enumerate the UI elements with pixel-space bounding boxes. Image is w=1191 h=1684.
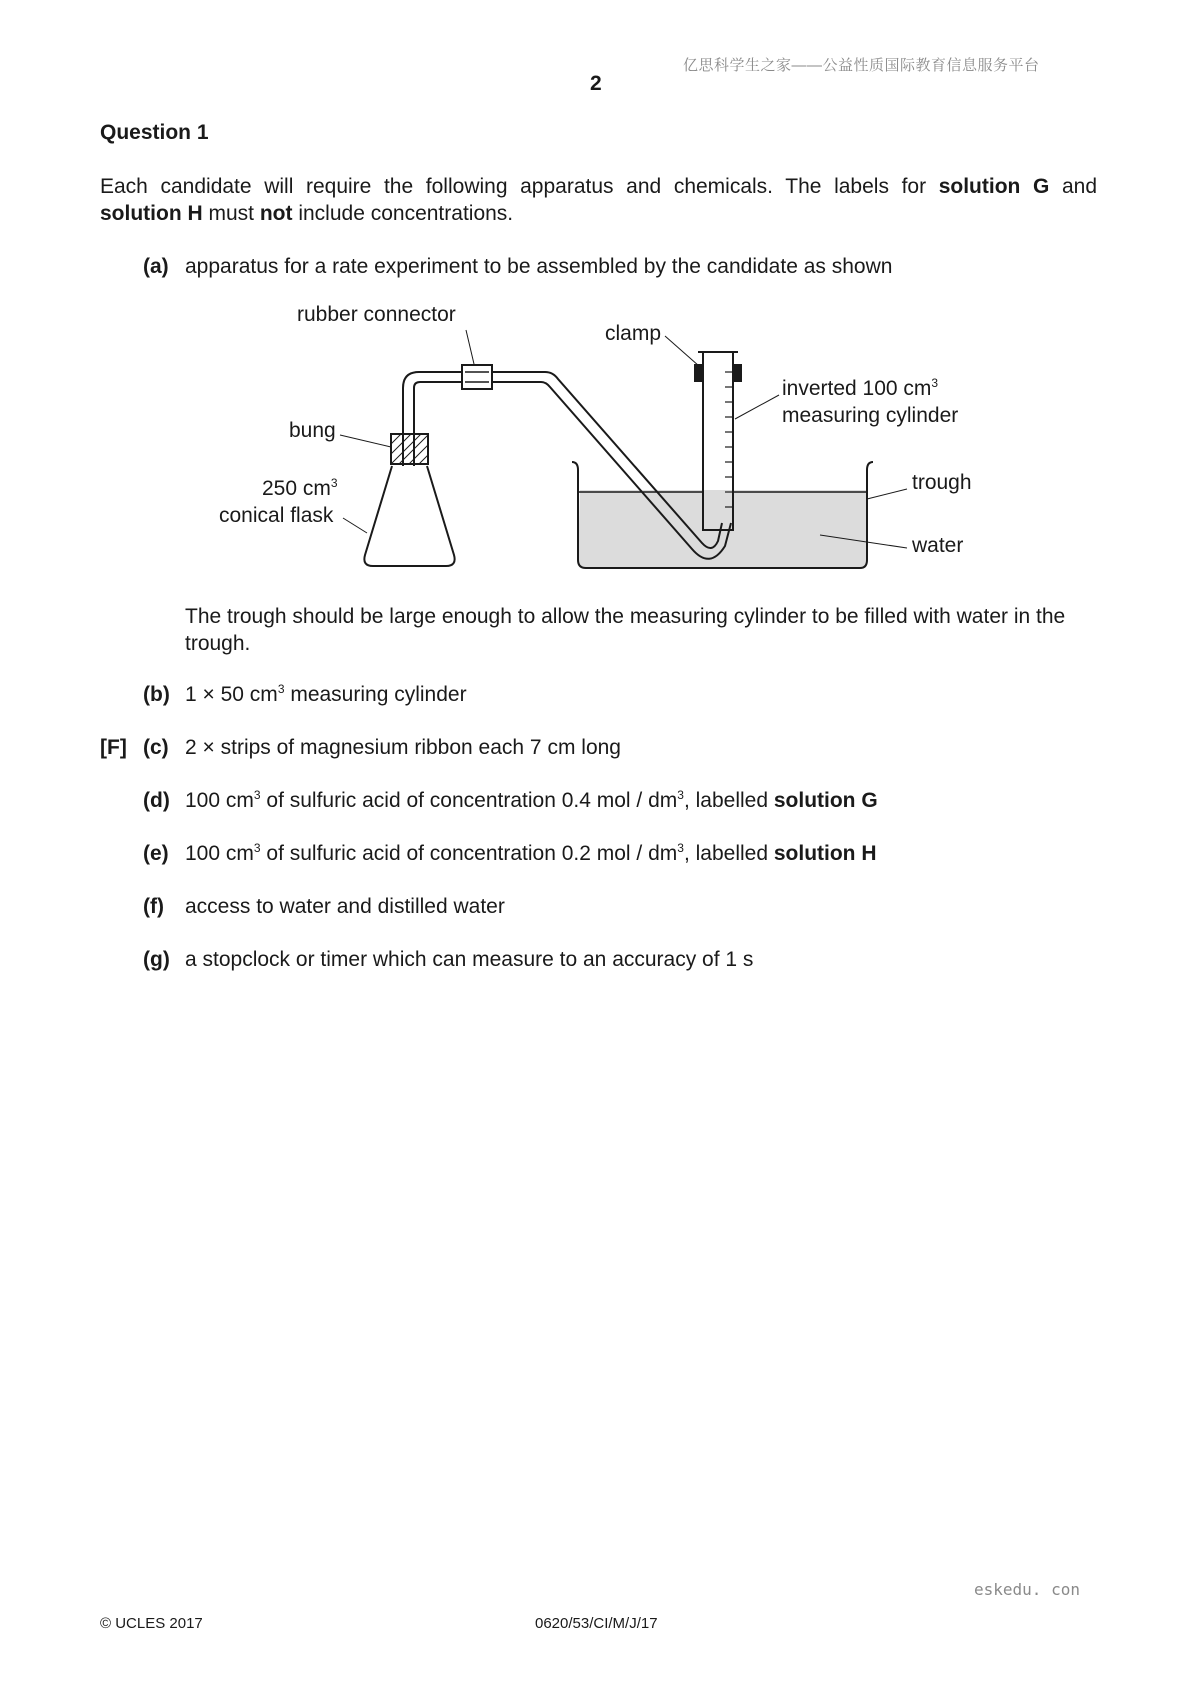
- item-e: (e) 100 $cm^3$ of sulfuric acid of concentration 0.2 mol / $dm^3$, labelled solution H: [143, 841, 877, 865]
- label-measuring-cylinder: measuring cylinder: [782, 404, 959, 427]
- label-inverted-cylinder: inverted 100 $cm^3$: [782, 376, 939, 400]
- item-c: [F] (c) 2 × strips of magnesium ribbon each 7 cm long: [100, 736, 621, 759]
- label-trough: trough: [912, 471, 972, 494]
- intro-line-1: Each candidate will require the following apparatus and chemicals. The labels for solution G and: [100, 175, 1098, 198]
- item-d: (d) 100 $cm^3$ of sulfuric acid of concentration 0.4 mol / $dm^3$, labelled solution G: [143, 788, 878, 812]
- item-f: (f) access to water and distilled water: [143, 895, 505, 918]
- label-water: water: [912, 534, 964, 557]
- cylinder-graduations: [725, 372, 733, 507]
- item-g: (g) a stopclock or timer which can measure to an accuracy of 1 s: [143, 948, 754, 971]
- clamp-right: [734, 364, 742, 382]
- label-rubber-connector: rubber connector: [297, 303, 456, 326]
- item-a-note: The trough should be large enough to allow the measuring cylinder to be filled with water in the trough.: [185, 605, 1066, 655]
- footer-site: eskedu. con: [974, 1580, 1080, 1599]
- intro-line-2: solution H must not include concentrations.: [100, 202, 514, 225]
- label-conical-flask: conical flask: [219, 504, 334, 527]
- item-b: (b) 1 × 50 $cm^3$ measuring cylinder: [143, 682, 467, 706]
- clamp-left: [694, 364, 702, 382]
- header-watermark: 亿思科学生之家——公益性质国际教育信息服务平台: [683, 57, 1040, 74]
- footer-copyright: © UCLES 2017: [100, 1615, 203, 1632]
- item-a-text: apparatus for a rate experiment to be assembled by the candidate as shown: [185, 255, 893, 278]
- label-flask-volume: 250 $cm^3$: [262, 476, 338, 500]
- label-bung: bung: [289, 419, 336, 442]
- page-number: 2: [590, 72, 602, 95]
- conical-flask: [364, 466, 454, 566]
- question-title: Question 1: [100, 121, 209, 144]
- footer-code: 0620/53/CI/M/J/17: [535, 1615, 658, 1632]
- item-a-label: (a): [143, 255, 169, 278]
- apparatus-diagram: [0, 0, 1191, 620]
- label-clamp: clamp: [605, 322, 662, 345]
- rubber-connector: [462, 365, 492, 389]
